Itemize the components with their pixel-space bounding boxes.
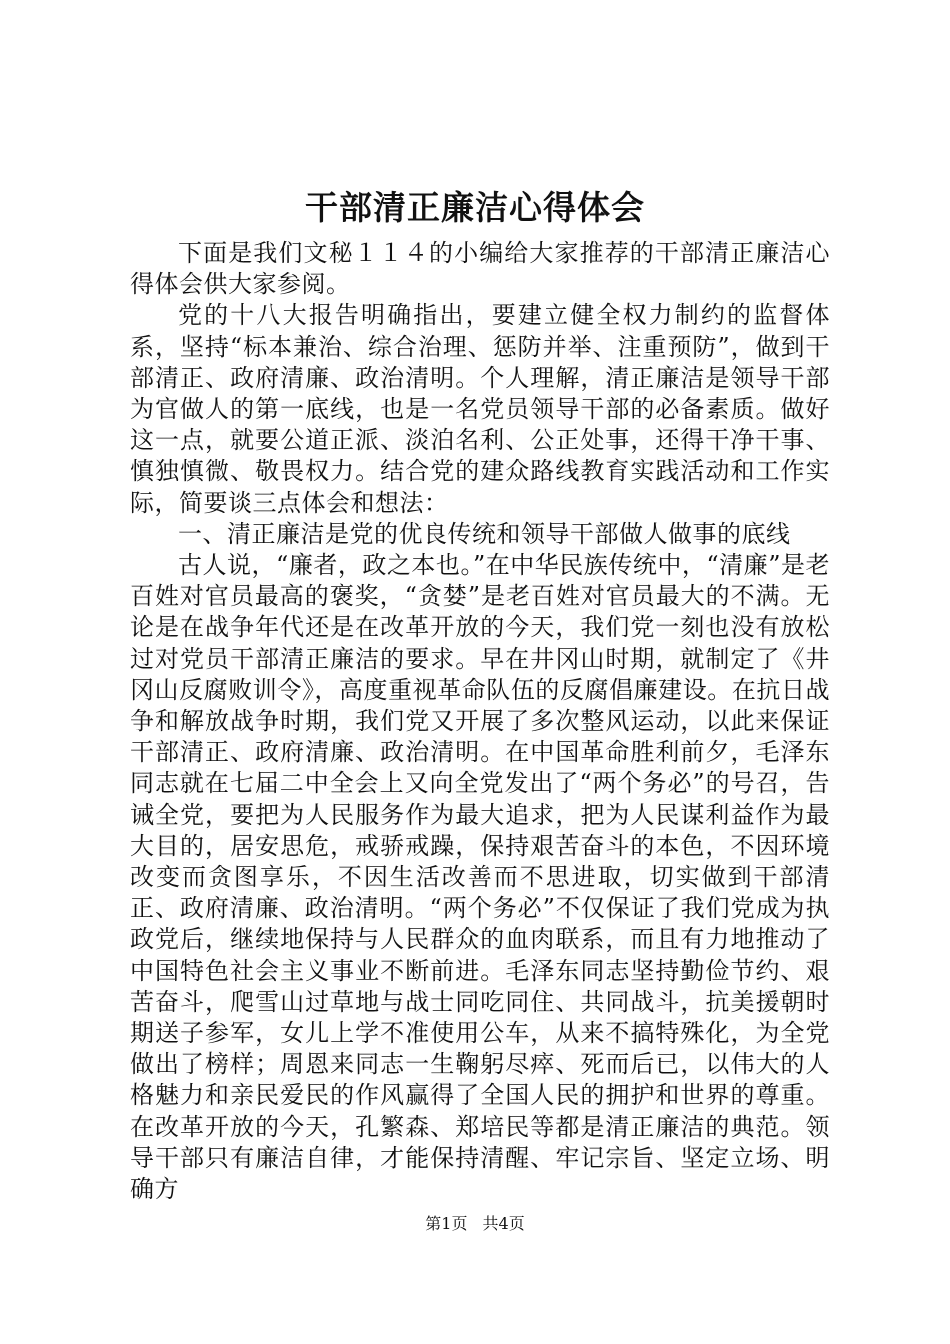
page-footer — [0, 1213, 950, 1235]
document-body — [130, 238, 830, 1205]
paragraph-overview: 党的十八大报告明确指出，要建立健全权力制约的监督体系，坚持“标本兼治、综合治理、惩防并举、注重预防”，做到干部清正、政府清廉、政治清明。个人理解，清正廉洁是领导干部为官做人的第一底线，也是一名党员领导干部的必备素质。做好这一点，就要公道正派、淡泊名利、公正处事，还得干净干事、慎独慎微、敬畏权力。结合党的建众路线教育实践活动和工作实际，简要谈三点体会和想法： — [130, 301, 830, 517]
section-heading-1: 一、清正廉洁是党的优良传统和领导干部做人做事的底线 — [178, 519, 791, 548]
paragraph-intro: 下面是我们文秘１１４的小编给大家推荐的干部清正廉洁心得体会供大家参阅。 — [130, 239, 830, 299]
paragraph-section-1: 古人说，“廉者，政之本也。”在中华民族传统中，“清廉”是老百姓对官员最高的褒奖，“贪婪”是老百姓对官员最大的不满。无论是在战争年代还是在改革开放的今天，我们党一刻也没有放松过对党员干部清正廉洁的要求。早在井冈山时期，就制定了《井冈山反腐败训令》，高度重视革命队伍的反腐倡廉建设。在抗日战争和解放战争时期，我们党又开展了多次整风运动，以此来保证干部清正、政府清廉、政治清明。在中国革命胜利前夕，毛泽东同志就在七届二中全会上又向全党发出了“两个务必”的号召，告诫全党，要把为人民服务作为最大追求，把为人民谋利益作为最大目的，居安思危，戒骄戒躁，保持艰苦奋斗的本色，不因环境改变而贪图享乐，不因生活改善而不思进取，切实做到干部清正、政府清廉、政治清明。“两个务必”不仅保证了我们党成为执政党后，继续地保持与人民群众的血肉联系，而且有力地推动了中国特色社会主义事业不断前进。毛泽东同志坚持勤俭节约、艰苦奋斗，爬雪山过草地与战士同吃同住、共同战斗，抗美援朝时期送子参军，女儿上学不准使用公车，从来不搞特殊化，为全党做出了榜样；周恩来同志一生鞠躬尽瘁、死而后已，以伟大的人格魅力和亲民爱民的作风赢得了全国人民的拥护和世界的尊重。在改革开放的今天，孔繁森、郑培民等都是清正廉洁的典范。领导干部只有廉洁自律，才能保持清醒、牢记宗旨、坚定立场、明确方 — [130, 551, 830, 1204]
page-total: 共4页 — [482, 1214, 525, 1233]
document-title: 干部清正廉洁心得体会 — [305, 188, 645, 227]
page-number: 第1页 — [425, 1214, 468, 1233]
